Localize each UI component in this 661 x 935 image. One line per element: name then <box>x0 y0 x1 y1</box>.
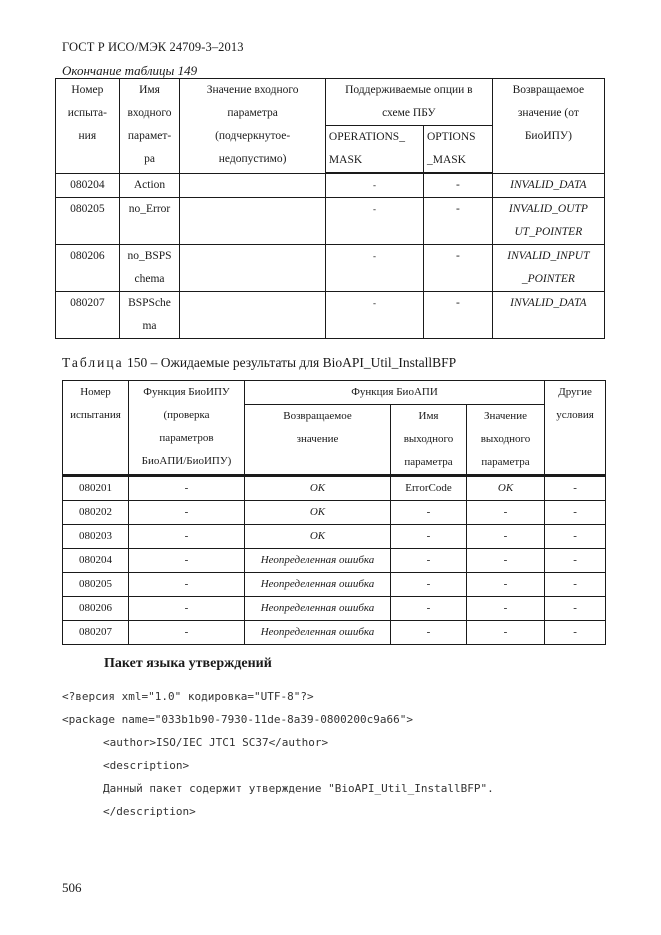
t149-head-options-mask: OPTIONS _MASK <box>423 126 492 174</box>
t149-head-operations-mask: OPERATIONS_ MASK <box>325 126 423 174</box>
t149-head-number: Номер испыта- ния <box>56 79 120 174</box>
t150-head-number: Номер испытания <box>63 381 129 475</box>
table-row: 080204 - Неопределенная ошибка - - - <box>63 549 606 573</box>
table-row: 080202 - OK - - - <box>63 501 606 525</box>
page-number: 506 <box>62 880 82 895</box>
table149-caption: Окончание таблицы 149 <box>62 63 198 78</box>
document-header: ГОСТ Р ИСО/МЭК 24709-3–2013 <box>62 40 244 54</box>
table-row: 080207 BSPSche ma - - INVALID_DATA <box>56 292 605 339</box>
code-line: </description> <box>103 805 196 818</box>
table-row: 080207 - Неопределенная ошибка - - - <box>63 621 606 645</box>
table-149 <box>55 78 605 339</box>
table150-caption: Таблица 150 – Ожидаемые результаты для BioAPI_Util_InstallBFP <box>62 355 457 370</box>
t149-head-param-name: Имя входного парамет- ра <box>119 79 180 174</box>
t149-head-supported-options: Поддерживаемые опции в схеме ПБУ <box>325 79 492 126</box>
t150-head-output-value: Значение выходного параметра <box>467 405 545 475</box>
t150-head-output-name: Имя выходного параметра <box>391 405 467 475</box>
t150-head-return-value: Возвращаемое значение <box>245 405 391 475</box>
table-row: 080203 - OK - - - <box>63 525 606 549</box>
t149-head-param-value: Значение входного параметра (подчеркнутое- недопустимо) <box>180 79 326 174</box>
table-row: 080205 no_Error - - INVALID_OUTP UT_POINTER <box>56 198 605 245</box>
code-line: <?версия xml="1.0" кодировка="UTF-8"?> <box>62 690 314 703</box>
t150-head-other-conditions: Другие условия <box>545 381 606 475</box>
t149-head-return-value: Возвращаемое значение (от БиоИПУ) <box>492 79 604 174</box>
table-row: 080205 - Неопределенная ошибка - - - <box>63 573 606 597</box>
code-line: Данный пакет содержит утверждение "BioAPI_Util_InstallBFP". <box>103 782 494 795</box>
t150-head-bioipu-function: Функция БиоИПУ (проверка параметров БиоАПИ/БиоИПУ) <box>129 381 245 475</box>
table-150 <box>62 380 606 645</box>
table-row: 080206 - Неопределенная ошибка - - - <box>63 597 606 621</box>
table-row: 080201 - OK ErrorCode OK - <box>63 476 606 501</box>
code-line: <package name="033b1b90-7930-11de-8a39-0800200c9a66"> <box>62 713 413 726</box>
section-title: Пакет языка утверждений <box>104 656 272 671</box>
table-row: 080204 Action - - INVALID_DATA <box>56 173 605 198</box>
table-row: 080206 no_BSPS chema - - INVALID_INPUT _POINTER <box>56 245 605 292</box>
code-line: <author>ISO/IEC JTC1 SC37</author> <box>103 736 329 749</box>
t150-head-bioapi-function: Функция БиоАПИ <box>245 381 545 405</box>
code-line: <description> <box>103 759 190 772</box>
